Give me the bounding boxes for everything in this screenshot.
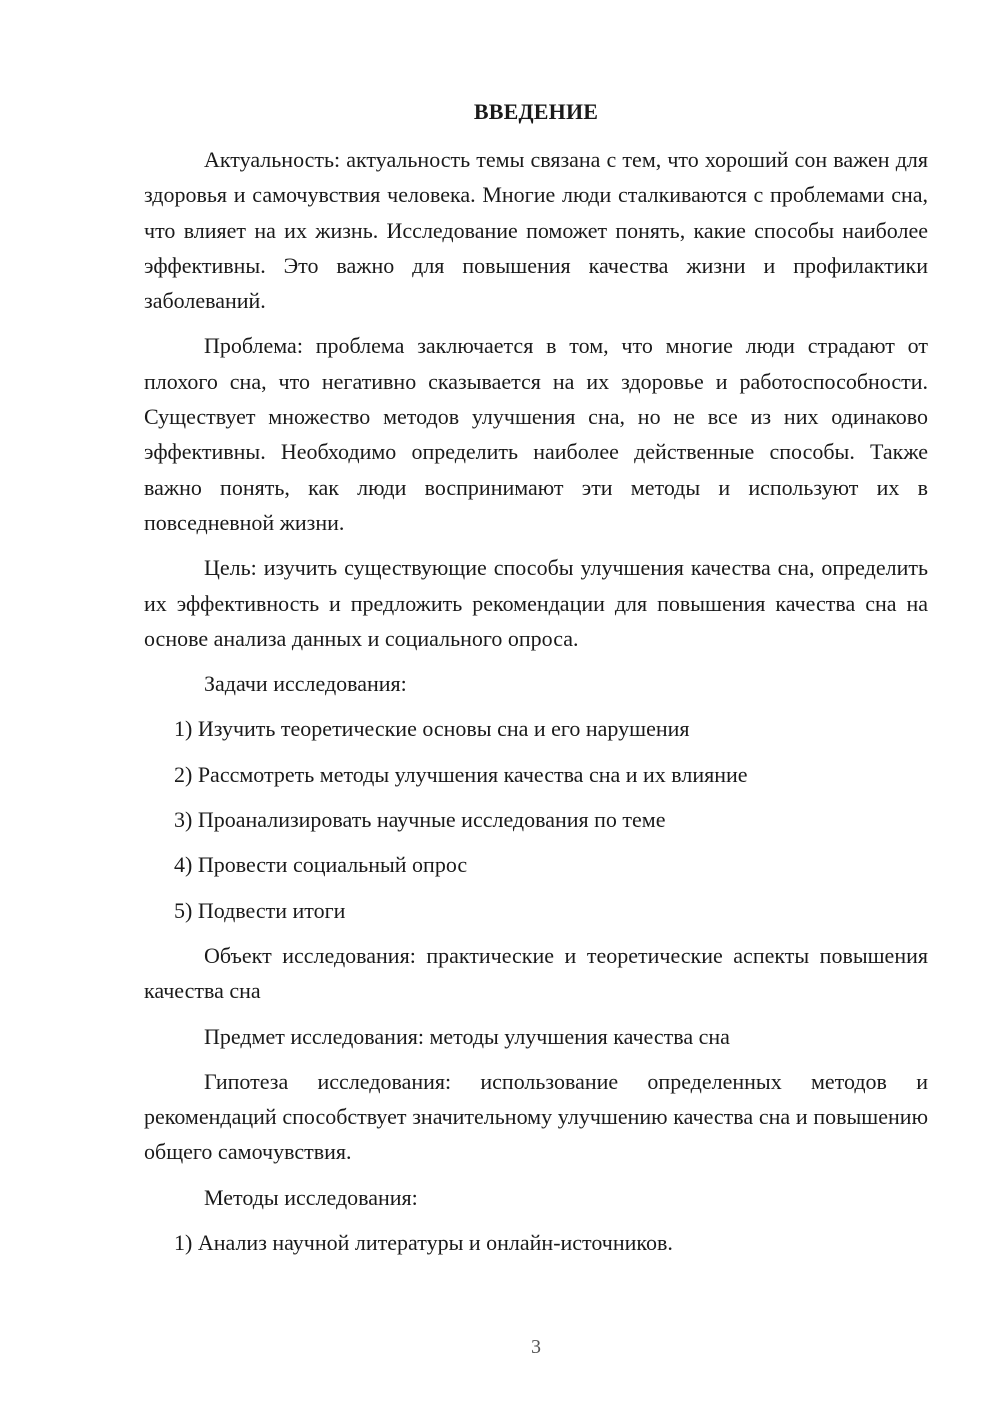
paragraph-problem: Проблема: проблема заключается в том, что многие люди страдают от плохого сна, что негативно сказывается на их здоровье и работоспособности. Существует множество методов улучшения сна, но не все из них одинаково эффективны. Необходимо определить наиболее действенные способы. Также важно понять, как люди воспринимают эти методы и используют их в повседневной жизни. — [144, 333, 928, 535]
paragraph-object: Объект исследования: практические и теоретические аспекты повышения качества сна — [144, 942, 928, 1004]
list-item: 2) Рассмотреть методы улучшения качества сна и их влияние — [174, 761, 748, 787]
list-item: 1) Изучить теоретические основы сна и его нарушения — [174, 716, 690, 742]
paragraph-subject: Предмет исследования: методы улучшения качества сна — [204, 1023, 730, 1049]
list-item: 5) Подвести итоги — [174, 897, 346, 923]
list-item: 3) Проанализировать научные исследования по теме — [174, 807, 666, 833]
methods-heading: Методы исследования: — [204, 1184, 418, 1210]
paragraph-goal: Цель: изучить существующие способы улучшения качества сна, определить их эффективность и предложить рекомендации для повышения качества сна на основе анализа данных и социального опроса. — [144, 555, 928, 651]
methods-list — [144, 1225, 928, 1260]
paragraph-hypothesis: Гипотеза исследования: использование определенных методов и рекомендаций способствует значительному улучшению качества сна и повышению общего самочувствия. — [144, 1068, 928, 1165]
list-item: 1) Анализ научной литературы и онлайн-источников. — [174, 1230, 673, 1256]
page-content — [144, 94, 928, 1270]
list-item: 4) Провести социальный опрос — [174, 852, 468, 878]
section-title: ВВЕДЕНИЕ — [473, 99, 599, 124]
page-number: 3 — [531, 1336, 541, 1358]
tasks-heading: Задачи исследования: — [204, 671, 407, 697]
tasks-list — [144, 711, 928, 927]
paragraph-relevance: Актуальность: актуальность темы связана с тем, что хороший сон важен для здоровья и самочувствия человека. Многие люди сталкиваются с проблемами сна, что влияет на их жизнь. Исследование поможет понять, какие способы наиболее эффективны. Это важно для повышения качества жизни и профилактики заболеваний. — [144, 147, 928, 314]
